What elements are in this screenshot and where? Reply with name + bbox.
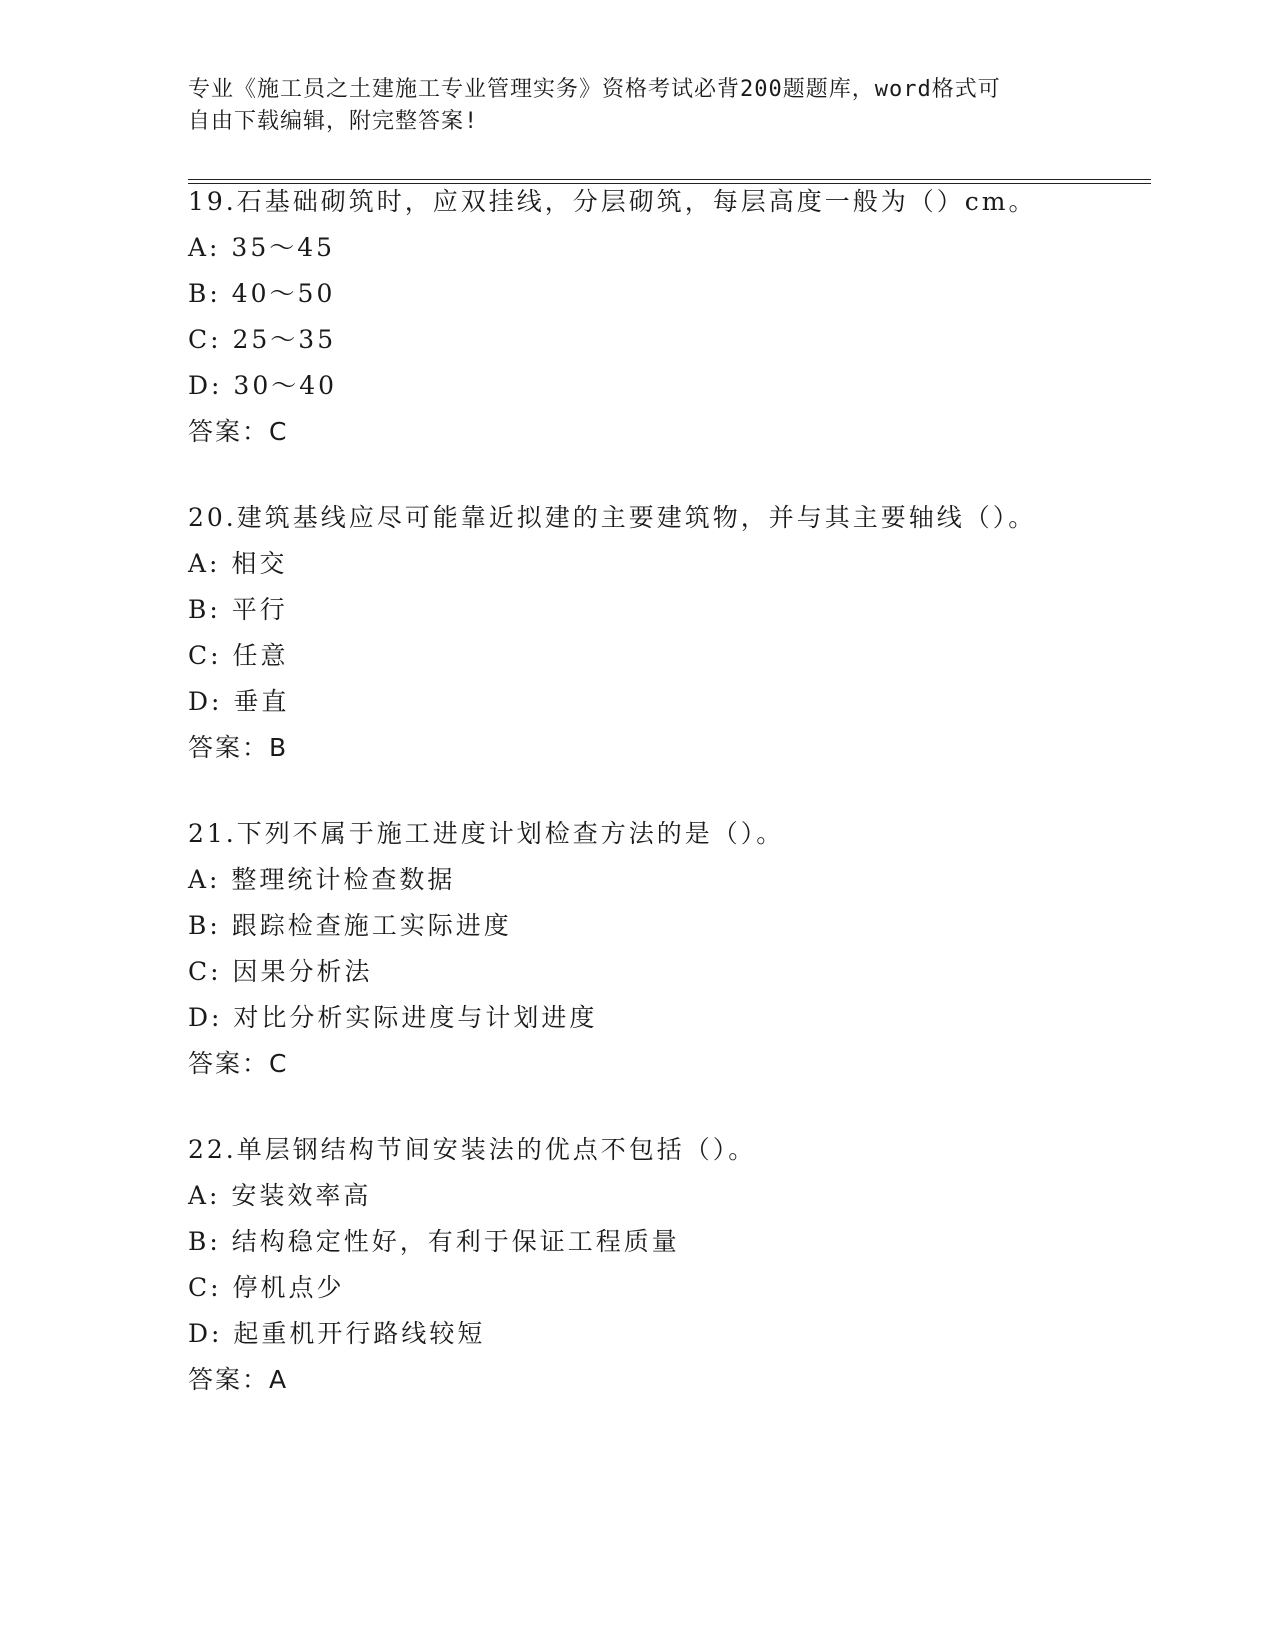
option-c: C: 停机点少 (188, 1273, 345, 1302)
option-b: B: 40～50 (188, 279, 336, 308)
question-text: 19.石基础砌筑时，应双挂线，分层砌筑，每层高度一般为（）cm。 (188, 187, 1037, 216)
option-d: D: 对比分析实际进度与计划进度 (188, 1003, 598, 1032)
option-a: A: 相交 (188, 549, 288, 578)
option-a: A: 整理统计检查数据 (188, 865, 456, 894)
option-c: C: 任意 (188, 641, 289, 670)
answer: 答案：A (188, 1365, 289, 1394)
answer: 答案：B (188, 733, 289, 762)
question-text: 22.单层钢结构节间安装法的优点不包括（）。 (188, 1135, 757, 1164)
option-d: D: 起重机开行路线较短 (188, 1319, 486, 1348)
option-c: C: 25～35 (188, 325, 337, 354)
question-text: 21.下列不属于施工进度计划检查方法的是（）。 (188, 819, 785, 848)
question-22 (188, 1134, 1148, 1396)
header-line-1: 专业《施工员之土建施工专业管理实务》资格考试必背200题题库，word格式可 (188, 77, 1001, 102)
header-divider-top (188, 179, 1151, 180)
option-a: A: 35～45 (188, 233, 336, 262)
option-d: D: 30～40 (188, 371, 338, 400)
question-21 (188, 818, 1148, 1080)
option-b: B: 结构稳定性好，有利于保证工程质量 (188, 1227, 680, 1256)
answer: 答案：C (188, 1049, 289, 1078)
option-c: C: 因果分析法 (188, 957, 373, 986)
option-a: A: 安装效率高 (188, 1181, 372, 1210)
question-20 (188, 502, 1148, 764)
header-line-2: 自由下载编辑，附完整答案! (188, 109, 479, 134)
question-text: 20.建筑基线应尽可能靠近拟建的主要建筑物，并与其主要轴线（）。 (188, 503, 1037, 532)
option-b: B: 跟踪检查施工实际进度 (188, 911, 512, 940)
document-header (188, 74, 1068, 138)
header-divider-bottom (188, 183, 1151, 184)
option-b: B: 平行 (188, 595, 288, 624)
option-d: D: 垂直 (188, 687, 290, 716)
answer: 答案：C (188, 417, 289, 446)
question-19 (188, 186, 1148, 448)
